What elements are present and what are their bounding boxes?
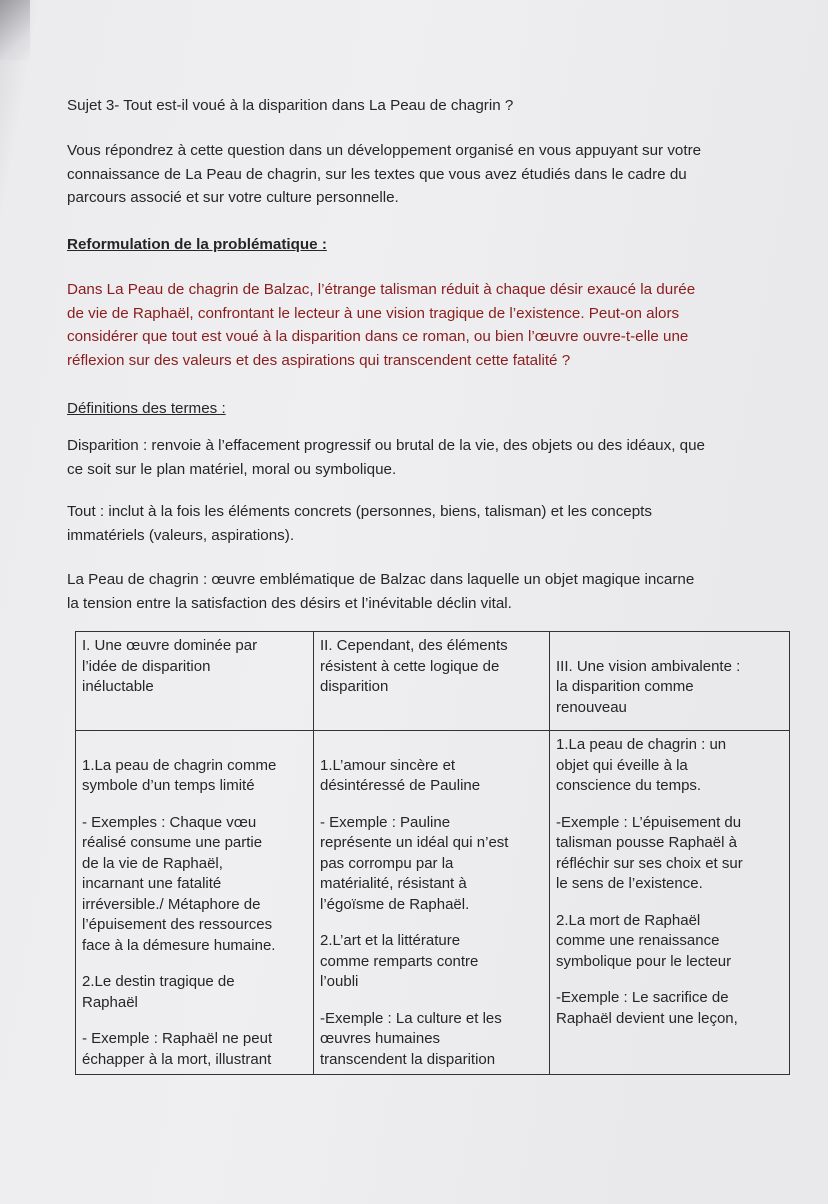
spacer [556,797,783,813]
cell-paragraph [320,931,543,993]
text-line: de la vie de Raphaël, [82,854,223,872]
intro-paragraph [67,139,701,210]
text-line: - Exemple : Pauline [320,813,451,831]
text-line: 1.La peau de chagrin : un [556,736,727,753]
cell-paragraph [320,1009,543,1071]
text-line: symbolique pour le lecteur [556,952,732,970]
cell-paragraph [82,813,307,957]
definition-disparition [67,434,705,481]
text-line: ce soit sur le plan matériel, moral ou symbolique. [67,460,397,478]
spacer [556,972,783,988]
cell-paragraph [82,1029,307,1070]
text-line: Dans La Peau de chagrin de Balzac, l’étrange talisman réduit à chaque désir exaucé la durée [67,281,696,298]
text-line [82,735,307,756]
text-line: considérer que tout est voué à la disparition dans ce roman, ou bien l’œuvre ouvre-t-elle une [67,328,689,345]
text-line: Disparition : renvoie à l’effacement progressif ou brutal de la vie, des objets ou des idéaux, que [67,437,705,454]
text-line: immatériels (valeurs, aspirations). [67,526,295,544]
text-line: conscience du temps. [556,777,702,794]
text-line: talisman pousse Raphaël à [556,834,737,851]
text-line: réflexion sur des valeurs et des aspirations qui transcendent cette fatalité ? [67,351,571,369]
table-row [76,731,790,1075]
text-line: l’épuisement des ressources [82,916,273,933]
page-corner-shadow [0,0,30,60]
text-line: œuvres humaines [320,1030,441,1047]
text-line: disparition [320,678,389,695]
text-line: la tension entre la satisfaction des désirs et l’inévitable déclin vital. [67,594,512,612]
text-line: représente un idéal qui n’est [320,834,509,851]
text-line: Tout : inclut à la fois les éléments concrets (personnes, biens, talisman) et les concepts [67,503,652,520]
text-line: pas corrompu par la [320,854,454,872]
text-line: - Exemple : Raphaël ne peut [82,1030,273,1047]
cell-paragraph [556,735,783,797]
body-cell [76,731,314,1075]
reformulation-heading [67,233,327,257]
header-cell [76,632,314,731]
text-line: 2.Le destin tragique de [82,973,235,990]
text-line: 2.L’art et la littérature [320,932,461,949]
text-line: 1.L’amour sincère et [320,756,456,774]
heading-text: Définitions des termes : [67,400,226,417]
text-line: Raphaël [82,993,138,1011]
text-line: symbole d’un temps limité [82,777,255,794]
text-line: -Exemple : Le sacrifice de [556,989,729,1006]
text-line: comme remparts contre [320,952,479,970]
plan-table [75,631,790,1075]
text-line: le sens de l’existence. [556,875,703,892]
text-line: de vie de Raphaël, confrontant le lecteur à une vision tragique de l’existence. Peut-on alors [67,304,680,322]
spacer [82,797,307,813]
text-line: Vous répondrez à cette question dans un développement organisé en vous appuyant sur votre [67,142,702,159]
text-line: face à la démesure humaine. [82,936,276,954]
body-cell [550,731,790,1075]
text-line: II. Cependant, des éléments [320,637,508,654]
text-line: -Exemple : L’épuisement du [556,813,742,831]
definition-peau-de-chagrin [67,568,694,615]
body-cell [314,731,550,1075]
text-line: -Exemple : La culture et les [320,1009,502,1027]
text-line: parcours associé et sur votre culture personnelle. [67,189,399,206]
spacer [320,797,543,813]
spacer [320,915,543,931]
cell-paragraph [82,735,307,797]
spacer [556,895,783,911]
text-line: réfléchir sur ses choix et sur [556,854,743,872]
text-line: 2.La mort de Raphaël [556,911,701,929]
text-line: I. Une œuvre dominée par [82,637,258,654]
text-line: 1.La peau de chagrin comme [82,756,277,774]
cell-paragraph [556,813,783,895]
text-line: La Peau de chagrin : œuvre emblématique de Balzac dans laquelle un objet magique incarne [67,571,695,588]
header-cell [550,632,790,731]
cell-paragraph [556,988,783,1029]
text-line: l’égoïsme de Raphaël. [320,895,470,913]
text-line: connaissance de La Peau de chagrin, sur les textes que vous avez étudiés dans le cadre du [67,165,687,183]
text-line: renouveau [556,698,627,716]
definition-tout [67,500,652,547]
subject-title [67,94,513,118]
text-line: incarnant une fatalité [82,875,222,892]
text-line: la disparition comme [556,678,694,695]
header-cell [314,632,550,731]
text-line: échapper à la mort, illustrant [82,1050,272,1068]
reformulation-paragraph [67,278,695,372]
text-line: désintéressé de Pauline [320,777,481,794]
spacer [82,956,307,972]
text-line: matérialité, résistant à [320,875,467,892]
text-line: résistent à cette logique de [320,657,500,675]
text-line: comme une renaissance [556,932,720,949]
definitions-heading [67,397,226,421]
text-line: l’idée de disparition [82,657,211,675]
title-line: Sujet 3- Tout est-il voué à la disparition dans La Peau de chagrin ? [67,97,514,114]
text-line: Raphaël devient une leçon, [556,1009,738,1027]
text-line: objet qui éveille à la [556,756,688,774]
cell-paragraph [320,813,543,916]
spacer [320,993,543,1009]
cell-paragraph [320,735,543,797]
cell-paragraph [556,911,783,973]
text-line: III. Une vision ambivalente : [556,657,741,675]
text-line: l’oubli [320,973,359,990]
text-line: inéluctable [82,678,154,695]
heading-text: Reformulation de la problématique : [67,236,327,253]
cell-paragraph [82,972,307,1013]
text-line [556,636,783,657]
text-line: transcendent la disparition [320,1050,496,1068]
spacer [82,1013,307,1029]
text-line: irréversible./ Métaphore de [82,895,261,913]
text-line: - Exemples : Chaque vœu [82,813,257,831]
table-header-row [76,632,790,731]
text-line [320,735,543,756]
text-line: réalisé consume une partie [82,834,263,851]
